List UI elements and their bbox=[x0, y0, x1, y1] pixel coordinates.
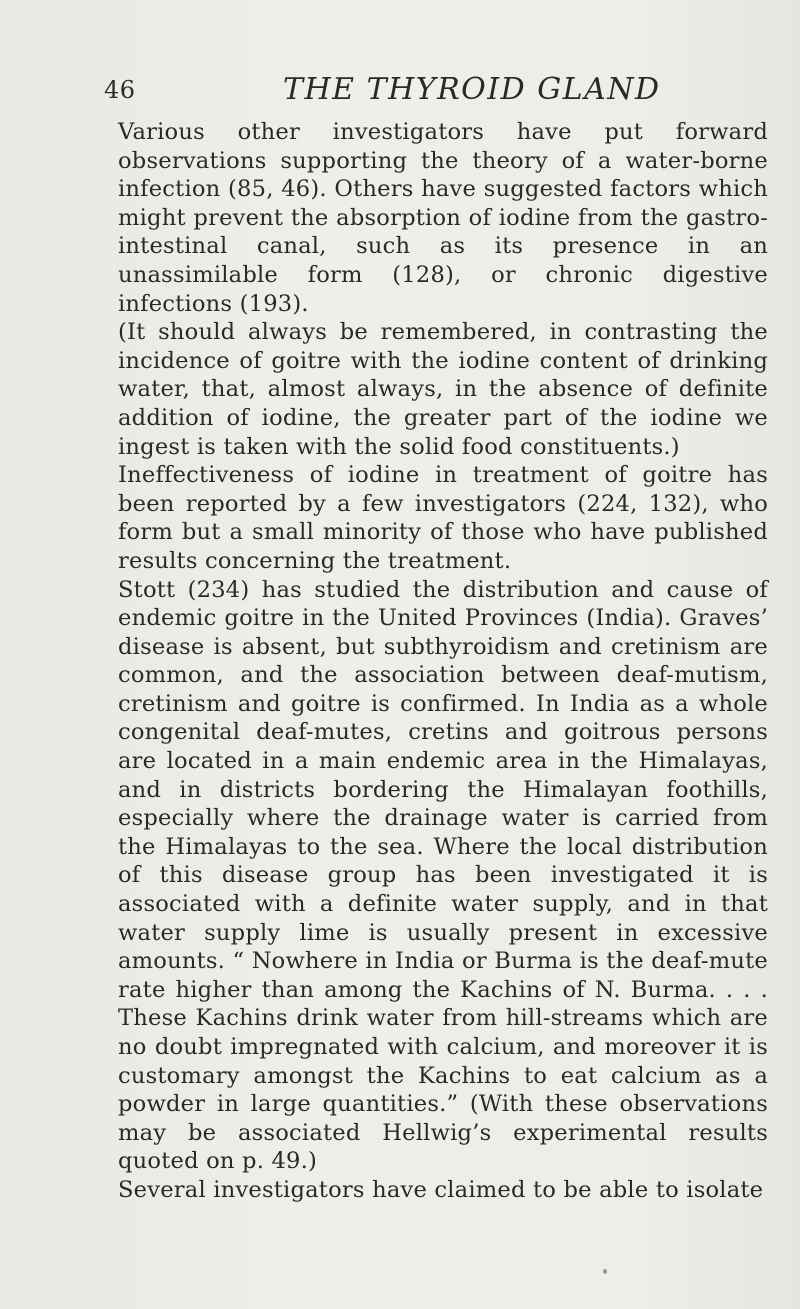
paragraph-stott-india: Stott (234) has studied the distribution and cause of endemic goitre in the United Provinces (India). Graves’ disease is absent, but subthyroidism and cretinism are common, and the association between deaf-mutism, cretinism and goitre is confirmed. In India as a whole congenital deaf-mutes, cretins and goitrous persons are located in a main endemic area in the Himalayas, and in districts bordering the Himalayan foothills, especially where the drainage water is carried from the Himalayas to the sea. Where the local distribution of this disease group has been investigated it is associated with a definite water supply, and in that water supply lime is usually present in excessive amounts. “ Nowhere in India or Burma is the deaf-mute rate higher than among the Kachins of N. Burma. . . . These Kachins drink water from hill-streams which are no doubt impregnated with calcium, and moreover it is customary amongst the Kachins to eat calcium as a powder in large quantities.” (With these observations may be associated Hellwig’s experimental results quoted on p. 49.) bbox=[118, 576, 768, 1175]
page-number: 46 bbox=[104, 76, 136, 104]
paragraph-water-borne-infection: Various other investigators have put forward observations supporting the theory of a water-borne infection (85, 46). Others have suggested factors which might prevent the absorption of iodine from the gastro-intestinal canal, such as its presence in an unassimilable form (128), or chronic digestive infections (193). bbox=[118, 119, 768, 317]
chapter-title: THE THYROID GLAND bbox=[283, 72, 661, 107]
paragraph-iodine-food-note: (It should always be remembered, in contrasting the incidence of goitre with the iodine content of drinking water, that, almost always, in the absence of definite addition of iodine, the greater part of the iodine we ingest is taken with the solid food constituents.) bbox=[118, 319, 768, 460]
ink-speck bbox=[603, 1269, 607, 1274]
body-text bbox=[118, 118, 768, 1205]
running-head bbox=[0, 72, 800, 112]
paragraph-iodine-ineffectiveness: Ineffectiveness of iodine in treatment of goitre has been reported by a few investigators (224, 132), who form but a small minority of those who have published results concerning the treatment. bbox=[118, 462, 768, 574]
paragraph-isolate: Several investigators have claimed to be able to isolate bbox=[118, 1176, 764, 1203]
